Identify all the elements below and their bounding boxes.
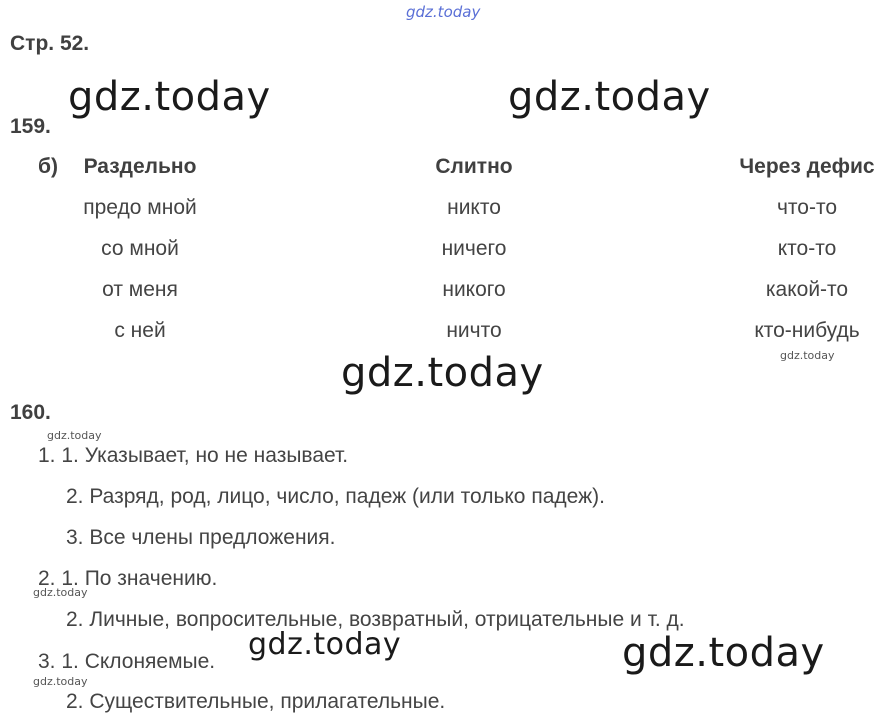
column-item: какой-то — [765, 278, 849, 301]
column-separate — [60, 155, 220, 360]
answer-line: 2. 1. По значению. — [38, 567, 218, 590]
watermark-top: gdz.today — [406, 3, 481, 21]
column-header: Слитно — [435, 155, 513, 178]
watermark-big-2: gdz.today — [508, 74, 711, 120]
answer-line: 3. 1. Склоняемые. — [38, 650, 216, 673]
task-160-number: 160. — [10, 401, 51, 424]
column-hyphen — [717, 155, 893, 360]
watermark-big-3: gdz.today — [341, 350, 544, 396]
column-item: кто-то — [777, 237, 837, 260]
task-159-number: 159. — [10, 115, 51, 138]
column-header: Раздельно — [83, 155, 197, 178]
answer-line: 3. Все члены предложения. — [66, 526, 336, 549]
column-header: Через дефис — [739, 155, 875, 178]
watermark-small-3: gdz.today — [33, 586, 88, 599]
watermark-big-1: gdz.today — [68, 74, 271, 120]
column-item: никого — [442, 278, 506, 301]
watermark-small-1: gdz.today — [780, 349, 835, 362]
task-159-part: б) — [38, 155, 58, 178]
column-item: никто — [447, 196, 501, 219]
answer-line: 2. Существительные, прилагательные. — [66, 690, 446, 713]
column-item: кто-нибудь — [754, 319, 860, 342]
answer-line: 2. Разряд, род, лицо, число, падеж (или только падеж). — [66, 485, 605, 508]
watermark-big-5: gdz.today — [622, 630, 825, 676]
answer-line: 1. 1. Указывает, но не называет. — [38, 444, 349, 467]
column-item: с ней — [114, 319, 166, 342]
column-item: ничто — [446, 319, 502, 342]
column-item: со мной — [101, 237, 179, 260]
column-item: что-то — [776, 196, 838, 219]
answer-line: 2. Личные, вопросительные, возвратный, отрицательные и т. д. — [66, 608, 685, 631]
page-label: Стр. 52. — [10, 32, 90, 55]
column-item: предо мной — [83, 196, 197, 219]
watermark-small-2: gdz.today — [47, 429, 102, 442]
column-item: ничего — [441, 237, 507, 260]
column-together — [394, 155, 554, 360]
column-item: от меня — [102, 278, 178, 301]
watermark-big-4: gdz.today — [248, 627, 402, 662]
watermark-small-4: gdz.today — [33, 675, 88, 688]
